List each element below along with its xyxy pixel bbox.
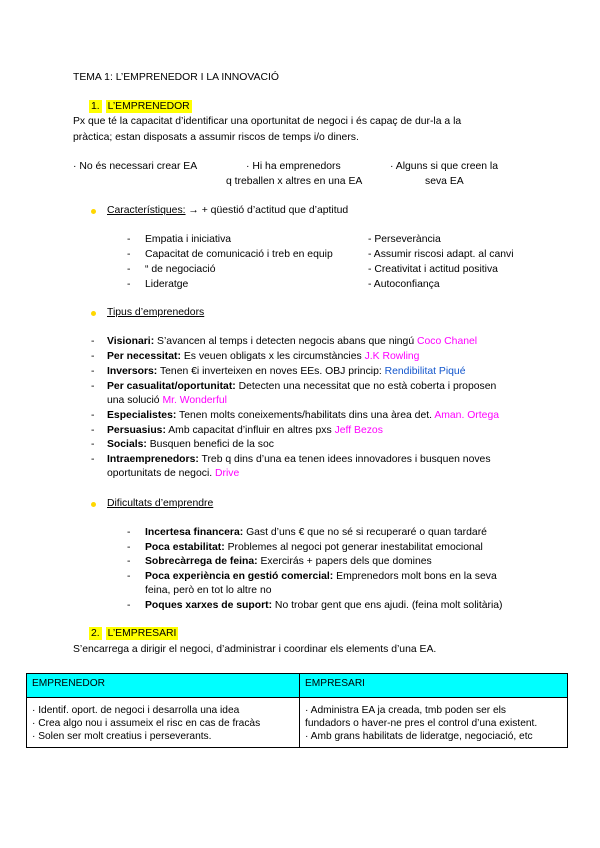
caracteristiques-tail: → + qüestió d’actitud que d’aptitud	[185, 205, 349, 216]
dificultat-item: Sobrecàrrega de feina: Exercirás + papers dels que domines	[145, 556, 432, 567]
tipus-item: Per casualitat/oportunitat: Detecten una necessitat que no està coberta i proposen	[107, 381, 497, 392]
section2-heading	[89, 629, 178, 639]
bullet-dot-icon	[91, 502, 96, 507]
note-col3-line1: · Alguns si que creen la	[390, 161, 499, 172]
caracteristica-left: Lideratge	[145, 279, 189, 290]
dash-icon: -	[127, 249, 131, 260]
caracteristiques-heading	[107, 206, 348, 216]
table-header-row	[27, 674, 568, 698]
dificultat-item: Poca estabilitat: Problemes al negoci pot generar inestabilitat emocional	[145, 542, 483, 553]
dash-icon: -	[91, 439, 95, 450]
caracteristica-right: - Perseverància	[368, 234, 441, 245]
caracteristica-right: - Assumir riscosi adapt. al canvi	[368, 249, 514, 260]
dash-icon: -	[91, 454, 95, 465]
section2-title: L’EMPRESARI	[107, 628, 177, 639]
section1-intro-line1: Px que té la capacitat d’identificar una oportunitat de negoci i és capaç de dur-la a la	[73, 116, 462, 127]
section1-number: 1.	[91, 101, 100, 112]
note-col2-line1: · Hi ha emprenedors	[246, 161, 341, 172]
caracteristica-right: - Autoconfiança	[368, 279, 440, 290]
dash-icon: -	[91, 381, 95, 392]
dash-icon: -	[127, 279, 131, 290]
section1-title: L’EMPRENEDOR	[107, 101, 190, 112]
page-title: TEMA 1: L’EMPRENEDOR I LA INNOVACIÓ	[73, 72, 279, 83]
bullet-dot-icon	[91, 311, 96, 316]
dash-icon: -	[127, 542, 131, 553]
dash-icon: -	[127, 600, 131, 611]
table-cell-emprenedor	[27, 698, 300, 748]
note-col3-line2: seva EA	[425, 176, 464, 187]
caracteristica-left: “ de negociació	[145, 264, 216, 275]
table-cell-line: · Amb grans habilitats de lideratge, negociació, etc	[305, 731, 533, 742]
tipus-item: Visionari: S’avancen al temps i detecten negocis abans que ningú Coco Chanel	[107, 336, 478, 347]
note-col1: · No és necessari crear EA	[73, 161, 198, 172]
tipus-item: Per necessitat: Es veuen obligats x les circumstàncies J.K Rowling	[107, 351, 420, 362]
tipus-item: Especialistes: Tenen molts coneixements/habilitats dins una àrea det. Aman. Ortega	[107, 410, 499, 421]
dash-icon: -	[127, 527, 131, 538]
table-row	[27, 698, 568, 748]
dificultat-item: Poca experiència en gestió comercial: Emprenedors molt bons en la seva	[145, 571, 497, 582]
table-header-empresari: EMPRESARI	[300, 674, 568, 698]
tipus-item-cont: una solució Mr. Wonderful	[107, 395, 227, 406]
dash-icon: -	[91, 425, 95, 436]
caracteristica-right: - Creativitat i actitud positiva	[368, 264, 498, 275]
dificultat-item: Incertesa financera: Gast d’uns € que no sé si recuperaré o quan tardaré	[145, 527, 487, 538]
table-cell-line: · Identif. oport. de negoci i desarrolla una idea	[32, 705, 240, 716]
dificultat-item: Poques xarxes de suport: No trobar gent que ens ajudi. (feina molt solitària)	[145, 600, 503, 611]
section1-intro-line2: pràctica; estan disposats a assumir riscos de temps i/o diners.	[73, 132, 359, 143]
example-name: Jeff Bezos	[334, 425, 383, 436]
dash-icon: -	[127, 234, 131, 245]
dash-icon: -	[127, 556, 131, 567]
dash-icon: -	[91, 410, 95, 421]
tipus-item: Persuasius: Amb capacitat d’influir en altres pxs Jeff Bezos	[107, 425, 383, 436]
bullet-dot-icon	[91, 209, 96, 214]
example-name: Mr. Wonderful	[162, 395, 227, 406]
example-name: Drive	[215, 468, 240, 479]
tipus-item: Socials: Busquen benefici de la soc	[107, 439, 274, 450]
dash-icon: -	[127, 571, 131, 582]
section1-heading	[89, 102, 192, 112]
dificultats-heading: Dificultats d’emprendre	[107, 498, 214, 509]
table-cell-empresari	[300, 698, 568, 748]
section2-intro: S’encarrega a dirigir el negoci, d’administrar i coordinar els elements d’una EA.	[73, 644, 437, 655]
example-name: Rendibilitat Piqué	[384, 366, 466, 377]
caracteristica-left: Empatia i iniciativa	[145, 234, 232, 245]
example-name: Aman. Ortega	[434, 410, 499, 421]
dash-icon: -	[127, 264, 131, 275]
table-cell-line: · Solen ser molt creatius i perseverants.	[32, 731, 212, 742]
section2-number: 2.	[91, 628, 100, 639]
tipus-item: Intraemprenedors: Treb q dins d’una ea tenen idees innovadores i busquen noves	[107, 454, 491, 465]
table-cell-line: fundadors o haver-ne pres el control d’una existent.	[305, 718, 538, 729]
dificultat-item-cont: feina, però en tot lo altre no	[145, 585, 272, 596]
table-cell-line: · Crea algo nou i assumeix el risc en cas de fracàs	[32, 718, 261, 729]
table-cell-line: · Administra EA ja creada, tmb poden ser els	[305, 705, 507, 716]
tipus-item-cont: oportunitats de negoci. Drive	[107, 468, 240, 479]
dash-icon: -	[91, 351, 95, 362]
caracteristiques-label: Característiques:	[107, 205, 186, 216]
dash-icon: -	[91, 366, 95, 377]
example-name: Coco Chanel	[417, 336, 478, 347]
caracteristica-left: Capacitat de comunicació i treb en equip	[145, 249, 333, 260]
tipus-heading: Tipus d’emprenedors	[107, 307, 205, 318]
comparison-table	[26, 673, 568, 748]
note-col2-line2: q treballen x altres en una EA	[226, 176, 363, 187]
table-header-emprenedor: EMPRENEDOR	[27, 674, 300, 698]
example-name: J.K Rowling	[364, 351, 420, 362]
tipus-item: Inversors: Tenen €i inverteixen en noves EEs. OBJ princip: Rendibilitat Piqué	[107, 366, 466, 377]
dash-icon: -	[91, 336, 95, 347]
